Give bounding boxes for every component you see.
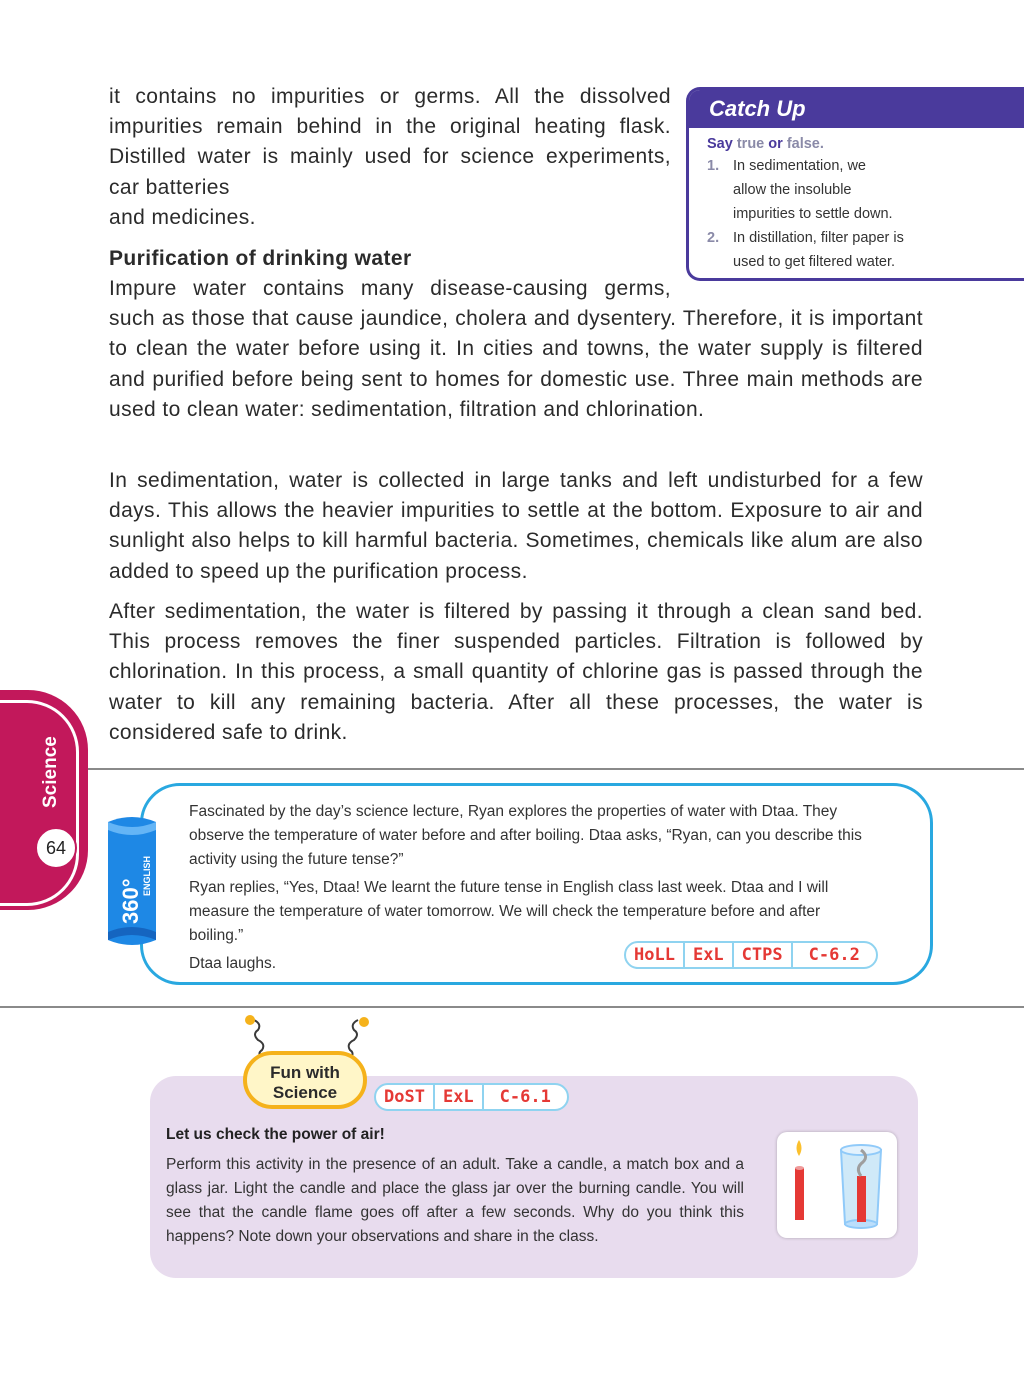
- candle-and-jar-icon: [777, 1132, 897, 1238]
- english-360-badge: [100, 812, 164, 950]
- intro-line-5: and medicines.: [109, 205, 256, 229]
- catch-up-question-1: [689, 154, 1024, 226]
- tag: DoST: [376, 1085, 435, 1109]
- activity-text: Perform this activity in the presence of an adult. Take a candle, a match box and a glass jar. Light the candle and place the glass jar over the burning candle. You will see that the candle flame goes off after a few seconds. Why do you think this happens? Note down your observations and share in the class.: [166, 1156, 744, 1245]
- story-paragraph-3: Dtaa laughs.: [189, 955, 277, 972]
- sedimentation-paragraph: In sedimentation, water is collected in large tanks and left undisturbed for a few days. This allows the heavier impurities to settle at the bottom. Exposure to air and sunlight also helps to kill harmful bacteria. Sometimes, chemicals like alum are also added to speed up the purification process.: [109, 469, 923, 583]
- story-paragraph-1: Fascinated by the day’s science lecture, Ryan explores the properties of water with Dtaa. They observe the temperature of water before and after boiling. Dtaa asks, “Ryan, can you describe this activity using the future tense?”: [189, 803, 862, 868]
- catch-up-title: Catch Up: [689, 90, 1024, 128]
- filtration-paragraph: After sedimentation, the water is filtered by passing it through a clean sand bed. This process removes the finer suspended particles. Filtration is followed by chlorination. In this process, a small quantity of chlorine gas is passed through the water to kill any remaining bacteria. After all these processes, the water is considered safe to drink.: [109, 600, 923, 744]
- english-skill-tags: [624, 941, 878, 969]
- instruction-false: false.: [786, 136, 824, 152]
- catch-up-question-2: [689, 226, 1024, 274]
- question-line: In sedimentation, we: [733, 158, 866, 174]
- tag: C-6.2: [808, 945, 860, 965]
- purification-rest: such as those that cause jaundice, cholera and dysentery. Therefore, it is important to clean the water before using it. In cities and towns, the water supply is filtered and purified before being sent to homes for domestic use. Three main methods are used to clean water: sedimentation, filtration and chlorination.: [109, 307, 923, 421]
- page-number: 64: [35, 827, 77, 869]
- tag: HoLL: [626, 943, 685, 967]
- question-number: 2.: [707, 230, 720, 246]
- intro-line-4: car batteries: [109, 175, 230, 199]
- tag: ExL: [435, 1085, 484, 1109]
- instruction-true: true: [736, 136, 765, 152]
- question-line: used to get filtered water.: [733, 254, 896, 270]
- intro-paragraph: [109, 82, 671, 233]
- instruction-say: Say: [707, 136, 733, 152]
- divider-top: [88, 768, 1024, 770]
- catch-up-box: [686, 87, 1024, 281]
- intro-line-1: it contains no impurities or germs. All the dissolved: [109, 85, 671, 108]
- tag: ExL: [685, 943, 734, 967]
- catch-up-instruction: [707, 136, 1024, 152]
- purification-paragraph-1: [109, 274, 923, 425]
- tag: CTPS: [734, 943, 793, 967]
- section-heading: Purification of drinking water: [109, 247, 412, 270]
- science-skill-tags: [374, 1083, 569, 1111]
- activity-heading: Let us check the power of air!: [166, 1126, 385, 1143]
- intro-line-2: impurities remain behind in the original heating flask.: [109, 115, 671, 139]
- subject-label: Science: [40, 736, 61, 808]
- question-line: allow the insoluble: [733, 182, 852, 198]
- divider-bottom: [0, 1006, 1024, 1008]
- tag: C-6.1: [499, 1087, 551, 1107]
- fun-with-science-badge: [243, 1051, 367, 1109]
- instruction-or: or: [768, 136, 783, 152]
- question-line: impurities to settle down.: [733, 206, 893, 222]
- badge-360-number: 360°: [118, 878, 143, 924]
- question-number: 1.: [707, 158, 720, 174]
- badge-line-2: Science: [272, 1083, 338, 1102]
- question-line: In distillation, filter paper is: [733, 230, 904, 246]
- badge-line-1: Fun with: [270, 1063, 340, 1082]
- badge-360-subject: ENGLISH: [142, 855, 152, 896]
- intro-line-3: Distilled water is mainly used for science experiments,: [109, 145, 671, 169]
- candle-jar-illustration: [777, 1132, 897, 1238]
- purification-line-1: Impure water contains many disease-causing germs,: [109, 277, 671, 300]
- story-paragraph-2: Ryan replies, “Yes, Dtaa! We learnt the future tense in English class last week. Dtaa and I will measure the temperature of water tomorrow. We will check the temperature before and after boiling.”: [189, 879, 829, 944]
